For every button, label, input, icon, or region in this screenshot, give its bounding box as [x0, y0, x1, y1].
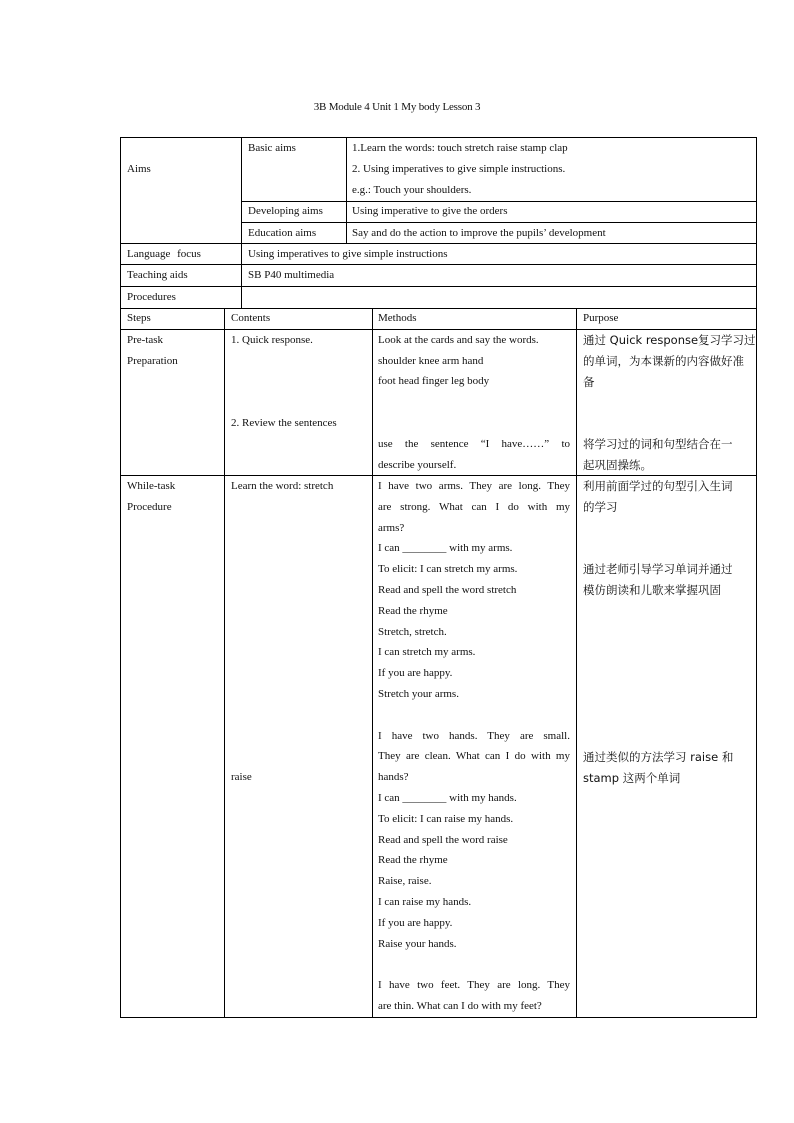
- while-task-methods-line: Read the rhyme: [378, 854, 448, 867]
- while-task-methods-line: [378, 954, 570, 975]
- while-task-methods-line: I have two feet. They are long. They: [378, 979, 570, 992]
- teaching-aids-label: Teaching aids: [127, 269, 188, 281]
- while-task-methods-line: are thin. What can I do with my feet?: [378, 999, 542, 1012]
- basic-aims-line-1: 1.Learn the words: touch stretch raise stamp clap: [352, 142, 568, 154]
- while-task-purpose-line-1: 利用前面学过的句型引入生词: [583, 479, 733, 493]
- while-task-methods-line: If you are happy.: [378, 916, 453, 929]
- basic-aims-label: Basic aims: [248, 142, 296, 154]
- while-task-methods-line: I have two hands. They are small.: [378, 729, 570, 742]
- pre-task-purpose-line-2: 的单词，为本课新的内容做好准: [583, 354, 744, 368]
- while-task-purpose-line-3: 通过老师引导学习单词并通过: [583, 562, 733, 576]
- pre-task-methods-line-3: foot head finger leg body: [378, 375, 490, 387]
- pre-task-step-line-1: Pre-task: [127, 334, 164, 346]
- while-task-methods-line: Stretch your arms.: [378, 687, 459, 700]
- header-methods: Methods: [378, 312, 417, 324]
- while-task-purpose-line-4: 模仿朗读和儿歌来掌握巩固: [583, 583, 721, 597]
- column-divider: [372, 308, 373, 1018]
- while-task-methods-line: I can ________ with my arms.: [378, 542, 513, 555]
- column-divider: [576, 308, 577, 1018]
- while-task-methods-line: [378, 705, 570, 726]
- while-task-methods-line: Read the rhyme: [378, 604, 448, 617]
- pre-task-content-2: 2. Review the sentences: [231, 417, 337, 429]
- while-task-content-stretch: Learn the word: stretch: [231, 480, 334, 492]
- while-task-methods: [378, 476, 570, 1017]
- page-title: 3B Module 4 Unit 1 My body Lesson 3: [313, 101, 481, 113]
- education-aims-label: Education aims: [248, 227, 317, 239]
- while-task-step-line-1: While-task: [127, 480, 176, 492]
- while-task-methods-line: I can stretch my arms.: [378, 646, 476, 659]
- while-task-content-raise: raise: [231, 771, 252, 783]
- pre-task-purpose-line-3: 备: [583, 375, 595, 389]
- pre-task-content-1: 1. Quick response.: [231, 334, 313, 346]
- while-task-methods-line: I can ________ with my hands.: [378, 791, 517, 804]
- pre-task-step-line-2: Preparation: [127, 355, 178, 367]
- pre-task-methods-line-2: shoulder knee arm hand: [378, 355, 484, 367]
- developing-aims-label: Developing aims: [248, 205, 323, 217]
- while-task-methods-line: Raise, raise.: [378, 875, 432, 888]
- language-focus-label: Language focus: [127, 248, 201, 260]
- while-task-step-line-2: Procedure: [127, 501, 172, 513]
- while-task-purpose-line-5: 通过类似的方法学习 raise 和: [583, 750, 734, 764]
- while-task-methods-line: are strong. What can I do with my: [378, 500, 570, 513]
- pre-task-purpose-line-4: 将学习过的词和句型结合在一: [583, 437, 733, 451]
- basic-aims-line-2: 2. Using imperatives to give simple instructions.: [352, 163, 566, 175]
- header-purpose: Purpose: [583, 312, 619, 324]
- while-task-purpose-line-2: 的学习: [583, 500, 618, 514]
- while-task-methods-line: Read and spell the word stretch: [378, 583, 517, 596]
- aims-label: Aims: [127, 163, 151, 175]
- pre-task-methods-line-4: use the sentence “I have……” to: [378, 438, 570, 450]
- row-divider: [120, 308, 757, 309]
- while-task-purpose-line-6: stamp 这两个单词: [583, 771, 681, 785]
- pre-task-purpose-line-1: 通过 Quick response复习学习过: [583, 333, 756, 347]
- while-task-methods-line: I have two arms. They are long. They: [378, 480, 570, 492]
- column-divider: [346, 137, 347, 243]
- education-aims-value: Say and do the action to improve the pupils’ development: [352, 227, 606, 239]
- while-task-methods-line: Stretch, stretch.: [378, 625, 447, 638]
- while-task-methods-line: To elicit: I can raise my hands.: [378, 812, 514, 825]
- pre-task-methods-line-1: Look at the cards and say the words.: [378, 334, 539, 346]
- while-task-methods-line: I can raise my hands.: [378, 895, 472, 908]
- while-task-methods-line: hands?: [378, 771, 409, 784]
- column-divider: [224, 308, 225, 1018]
- while-task-methods-line: To elicit: I can stretch my arms.: [378, 563, 518, 576]
- column-divider: [241, 137, 242, 308]
- while-task-methods-line: Raise your hands.: [378, 937, 457, 950]
- procedures-label: Procedures: [127, 291, 176, 303]
- while-task-methods-line: arms?: [378, 521, 405, 534]
- header-contents: Contents: [231, 312, 271, 324]
- pre-task-methods-line-5: describe yourself.: [378, 459, 457, 471]
- basic-aims-line-3: e.g.: Touch your shoulders.: [352, 184, 472, 196]
- while-task-methods-line: If you are happy.: [378, 667, 453, 680]
- while-task-methods-line: Read and spell the word raise: [378, 833, 508, 846]
- header-steps: Steps: [127, 312, 151, 324]
- while-task-methods-line: They are clean. What can I do with my: [378, 750, 570, 763]
- row-divider: [120, 286, 757, 287]
- teaching-aids-value: SB P40 multimedia: [248, 269, 335, 281]
- pre-task-purpose-line-5: 起巩固操练。: [583, 458, 652, 472]
- developing-aims-value: Using imperative to give the orders: [352, 205, 508, 217]
- language-focus-value: Using imperatives to give simple instructions: [248, 248, 448, 260]
